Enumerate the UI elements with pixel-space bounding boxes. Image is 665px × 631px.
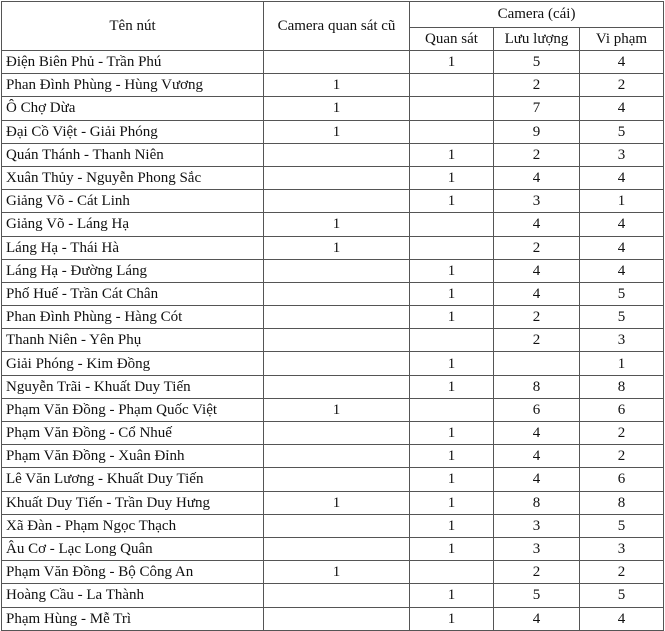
header-violation: Vi phạm xyxy=(580,27,664,50)
table-row xyxy=(2,537,664,560)
cell-name: Phạm Văn Đồng - Phạm Quốc Việt xyxy=(2,398,264,421)
cell-observe: 1 xyxy=(410,352,494,375)
cell-name: Phan Đình Phùng - Hàng Cót xyxy=(2,306,264,329)
cell-traffic: 8 xyxy=(494,491,580,514)
cell-violation: 5 xyxy=(580,120,664,143)
cell-name: Phạm Văn Đồng - Bộ Công An xyxy=(2,561,264,584)
cell-traffic: 4 xyxy=(494,282,580,305)
cell-name: Quán Thánh - Thanh Niên xyxy=(2,143,264,166)
cell-observe: 1 xyxy=(410,537,494,560)
cell-observe xyxy=(410,213,494,236)
cell-violation: 3 xyxy=(580,143,664,166)
table-row xyxy=(2,282,664,305)
cell-violation: 5 xyxy=(580,584,664,607)
cell-traffic: 4 xyxy=(494,166,580,189)
cell-observe: 1 xyxy=(410,166,494,189)
cell-traffic: 3 xyxy=(494,514,580,537)
cell-observe xyxy=(410,398,494,421)
header-observe: Quan sát xyxy=(410,27,494,50)
cell-name: Phố Huế - Trần Cát Chân xyxy=(2,282,264,305)
cell-violation: 2 xyxy=(580,445,664,468)
cell-observe xyxy=(410,561,494,584)
cell-violation: 1 xyxy=(580,190,664,213)
cell-traffic: 9 xyxy=(494,120,580,143)
cell-observe: 1 xyxy=(410,259,494,282)
cell-name: Lê Văn Lương - Khuất Duy Tiến xyxy=(2,468,264,491)
cell-traffic: 4 xyxy=(494,468,580,491)
cell-name: Thanh Niên - Yên Phụ xyxy=(2,329,264,352)
cell-observe: 1 xyxy=(410,514,494,537)
cell-traffic: 4 xyxy=(494,445,580,468)
cell-old-camera: 1 xyxy=(264,74,410,97)
cell-violation: 2 xyxy=(580,561,664,584)
cell-violation: 1 xyxy=(580,352,664,375)
cell-traffic: 3 xyxy=(494,190,580,213)
cell-name: Giảng Võ - Cát Linh xyxy=(2,190,264,213)
cell-traffic: 2 xyxy=(494,74,580,97)
table-row xyxy=(2,259,664,282)
table-row xyxy=(2,375,664,398)
cell-violation: 4 xyxy=(580,607,664,630)
table-row xyxy=(2,143,664,166)
cell-name: Khuất Duy Tiến - Trần Duy Hưng xyxy=(2,491,264,514)
cell-old-camera xyxy=(264,51,410,74)
cell-traffic: 5 xyxy=(494,584,580,607)
cell-name: Âu Cơ - Lạc Long Quân xyxy=(2,537,264,560)
table-row xyxy=(2,166,664,189)
cell-traffic: 4 xyxy=(494,213,580,236)
cell-observe: 1 xyxy=(410,375,494,398)
cell-observe: 1 xyxy=(410,607,494,630)
table-row xyxy=(2,329,664,352)
cell-observe: 1 xyxy=(410,190,494,213)
cell-old-camera xyxy=(264,329,410,352)
cell-observe: 1 xyxy=(410,422,494,445)
cell-name: Hoàng Cầu - La Thành xyxy=(2,584,264,607)
cell-traffic: 2 xyxy=(494,329,580,352)
cell-name: Ô Chợ Dừa xyxy=(2,97,264,120)
header-camera-group: Camera (cái) xyxy=(410,2,664,28)
cell-old-camera xyxy=(264,259,410,282)
cell-traffic: 2 xyxy=(494,236,580,259)
cell-old-camera xyxy=(264,166,410,189)
cell-violation: 8 xyxy=(580,375,664,398)
cell-violation: 5 xyxy=(580,282,664,305)
cell-observe: 1 xyxy=(410,468,494,491)
table-row xyxy=(2,468,664,491)
cell-violation: 4 xyxy=(580,213,664,236)
cell-violation: 4 xyxy=(580,236,664,259)
table-row xyxy=(2,607,664,630)
cell-old-camera: 1 xyxy=(264,120,410,143)
cell-observe: 1 xyxy=(410,51,494,74)
table-row xyxy=(2,445,664,468)
header-name: Tên nút xyxy=(2,2,264,51)
table-row xyxy=(2,306,664,329)
cell-name: Phạm Văn Đồng - Xuân Đỉnh xyxy=(2,445,264,468)
cell-traffic: 5 xyxy=(494,51,580,74)
cell-traffic: 4 xyxy=(494,607,580,630)
cell-observe: 1 xyxy=(410,445,494,468)
cell-old-camera xyxy=(264,514,410,537)
table-row xyxy=(2,352,664,375)
table-row xyxy=(2,491,664,514)
cell-name: Láng Hạ - Thái Hà xyxy=(2,236,264,259)
cell-observe: 1 xyxy=(410,306,494,329)
cell-name: Phạm Hùng - Mễ Trì xyxy=(2,607,264,630)
cell-name: Nguyễn Trãi - Khuất Duy Tiến xyxy=(2,375,264,398)
cell-violation: 4 xyxy=(580,97,664,120)
cell-traffic: 2 xyxy=(494,306,580,329)
cell-old-camera: 1 xyxy=(264,236,410,259)
table-row xyxy=(2,584,664,607)
cell-old-camera xyxy=(264,352,410,375)
cell-name: Xuân Thủy - Nguyễn Phong Sắc xyxy=(2,166,264,189)
cell-old-camera: 1 xyxy=(264,561,410,584)
cell-traffic: 7 xyxy=(494,97,580,120)
cell-traffic: 3 xyxy=(494,537,580,560)
cell-traffic: 2 xyxy=(494,561,580,584)
cell-violation: 4 xyxy=(580,166,664,189)
cell-traffic: 8 xyxy=(494,375,580,398)
table-row xyxy=(2,190,664,213)
cell-old-camera xyxy=(264,445,410,468)
cell-violation: 8 xyxy=(580,491,664,514)
table-row xyxy=(2,398,664,421)
cell-violation: 6 xyxy=(580,398,664,421)
cell-old-camera: 1 xyxy=(264,398,410,421)
table-row xyxy=(2,97,664,120)
header-traffic: Lưu lượng xyxy=(494,27,580,50)
table-row xyxy=(2,514,664,537)
table-body xyxy=(2,51,664,631)
table-container xyxy=(1,1,664,631)
cell-traffic: 4 xyxy=(494,259,580,282)
cell-name: Phan Đình Phùng - Hùng Vương xyxy=(2,74,264,97)
table-row xyxy=(2,120,664,143)
cell-observe: 1 xyxy=(410,584,494,607)
cell-traffic: 4 xyxy=(494,422,580,445)
table-row xyxy=(2,213,664,236)
cell-name: Đại Cồ Việt - Giải Phóng xyxy=(2,120,264,143)
cell-old-camera xyxy=(264,190,410,213)
cell-name: Láng Hạ - Đường Láng xyxy=(2,259,264,282)
cell-name: Giảng Võ - Láng Hạ xyxy=(2,213,264,236)
cell-violation: 3 xyxy=(580,537,664,560)
cell-old-camera xyxy=(264,584,410,607)
cell-old-camera: 1 xyxy=(264,491,410,514)
cell-name: Phạm Văn Đồng - Cổ Nhuế xyxy=(2,422,264,445)
cell-old-camera xyxy=(264,282,410,305)
cell-name: Xã Đàn - Phạm Ngọc Thạch xyxy=(2,514,264,537)
cell-violation: 3 xyxy=(580,329,664,352)
cell-observe: 1 xyxy=(410,282,494,305)
header-old-camera: Camera quan sát cũ xyxy=(264,2,410,51)
cell-old-camera: 1 xyxy=(264,213,410,236)
cell-traffic: 6 xyxy=(494,398,580,421)
cell-observe: 1 xyxy=(410,491,494,514)
cell-old-camera xyxy=(264,306,410,329)
cell-violation: 5 xyxy=(580,306,664,329)
table-row xyxy=(2,51,664,74)
cell-observe xyxy=(410,97,494,120)
cell-traffic xyxy=(494,352,580,375)
cell-old-camera xyxy=(264,143,410,166)
cell-traffic: 2 xyxy=(494,143,580,166)
cell-name: Điện Biên Phủ - Trần Phú xyxy=(2,51,264,74)
camera-table xyxy=(1,1,664,631)
cell-violation: 4 xyxy=(580,259,664,282)
cell-name: Giải Phóng - Kim Đồng xyxy=(2,352,264,375)
cell-violation: 2 xyxy=(580,74,664,97)
table-row xyxy=(2,236,664,259)
cell-old-camera xyxy=(264,607,410,630)
cell-observe xyxy=(410,236,494,259)
cell-observe xyxy=(410,74,494,97)
cell-old-camera xyxy=(264,468,410,491)
cell-observe xyxy=(410,120,494,143)
cell-observe: 1 xyxy=(410,143,494,166)
cell-violation: 6 xyxy=(580,468,664,491)
cell-violation: 5 xyxy=(580,514,664,537)
cell-observe xyxy=(410,329,494,352)
table-row xyxy=(2,74,664,97)
cell-violation: 2 xyxy=(580,422,664,445)
cell-old-camera xyxy=(264,375,410,398)
cell-violation: 4 xyxy=(580,51,664,74)
table-row xyxy=(2,561,664,584)
cell-old-camera: 1 xyxy=(264,97,410,120)
table-row xyxy=(2,422,664,445)
cell-old-camera xyxy=(264,422,410,445)
cell-old-camera xyxy=(264,537,410,560)
